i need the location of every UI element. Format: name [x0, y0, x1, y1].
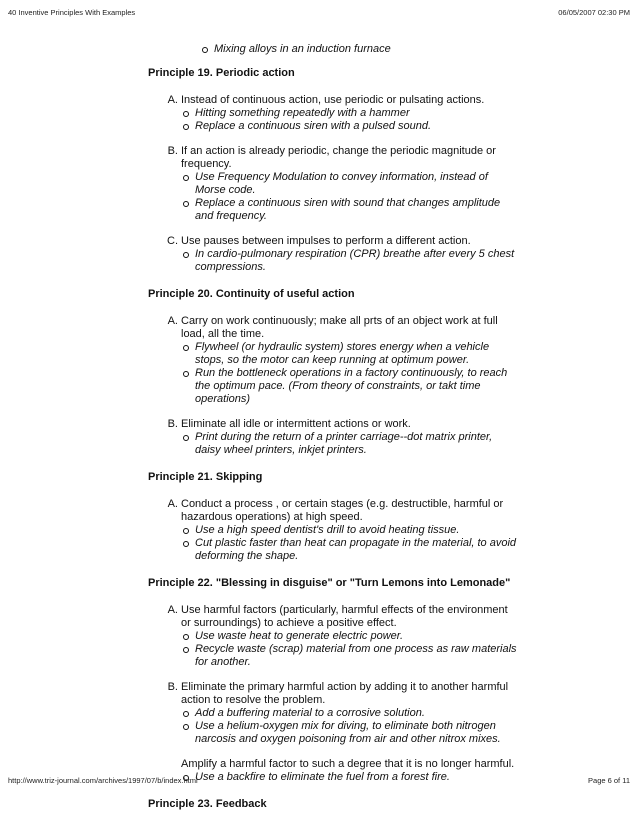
- example-text: Cut plastic faster than heat can propagate in the material, to avoid deforming the shape.: [195, 537, 517, 562]
- example-item: [181, 524, 518, 537]
- item-marker: A.: [167, 604, 178, 616]
- print-header-datetime: 06/05/2007 02:30 PM: [558, 8, 630, 17]
- example-text: Replace a continuous siren with sound that changes amplitude and frequency.: [195, 197, 501, 222]
- principle-item: [148, 145, 518, 223]
- principle-item: [148, 681, 518, 746]
- item-text: Amplify a harmful factor to such a degree that it is no longer harmful.: [181, 758, 515, 770]
- circle-bullet-icon: [183, 201, 189, 207]
- circle-bullet-icon: [183, 541, 189, 547]
- example-list: [148, 171, 518, 223]
- example-item: [181, 707, 518, 720]
- item-text: Carry on work continuously; make all prts of an object work at full load, all the time.: [181, 315, 498, 340]
- principle-item: [148, 418, 518, 457]
- principle-heading: Principle 20. Continuity of useful action: [148, 288, 355, 300]
- principle-item: [148, 758, 518, 784]
- example-list: [148, 431, 518, 457]
- item-marker: B.: [167, 145, 178, 157]
- example-list: [148, 630, 518, 669]
- circle-bullet-icon: [183, 528, 189, 534]
- example-text: Hitting something repeatedly with a hammer: [195, 107, 410, 119]
- circle-bullet-icon: [202, 47, 208, 53]
- circle-bullet-icon: [183, 175, 189, 181]
- example-list: [148, 107, 518, 133]
- circle-bullet-icon: [183, 647, 189, 653]
- example-item: [181, 248, 518, 274]
- principle-item: [148, 498, 518, 563]
- principle-item: [148, 604, 518, 669]
- example-text: Add a buffering material to a corrosive solution.: [195, 707, 425, 719]
- principle-heading: Principle 19. Periodic action: [148, 67, 295, 79]
- principle-item-list: [148, 315, 518, 457]
- circle-bullet-icon: [183, 371, 189, 377]
- item-marker: A.: [167, 315, 178, 327]
- item-marker: B.: [167, 418, 178, 430]
- document-body: [148, 67, 518, 825]
- carryover-example-list: [200, 43, 520, 56]
- example-item: [181, 643, 518, 669]
- example-list: [148, 707, 518, 746]
- example-text: In cardio-pulmonary respiration (CPR) breathe after every 5 chest compressions.: [195, 248, 515, 273]
- principle-item-list: [148, 604, 518, 784]
- circle-bullet-icon: [183, 711, 189, 717]
- item-marker: A.: [167, 498, 178, 510]
- principle-item: [148, 94, 518, 133]
- principle-item-list: [148, 498, 518, 563]
- print-footer-url: http://www.triz-journal.com/archives/1997/07/b/index.html: [8, 776, 198, 785]
- item-text: Eliminate all idle or intermittent actions or work.: [181, 418, 411, 430]
- example-item: [181, 107, 518, 120]
- item-marker: B.: [167, 681, 178, 693]
- circle-bullet-icon: [183, 345, 189, 351]
- item-text: Conduct a process , or certain stages (e.g. destructible, harmful or hazardous operations) at high speed.: [181, 498, 504, 523]
- example-item: [181, 771, 518, 784]
- example-item: [181, 537, 518, 563]
- example-text: Flywheel (or hydraulic system) stores energy when a vehicle stops, so the motor can keep running at optimum power.: [195, 341, 490, 366]
- print-footer-page: Page 6 of 11: [588, 776, 630, 785]
- example-list: [148, 341, 518, 406]
- circle-bullet-icon: [183, 124, 189, 130]
- example-list: [148, 771, 518, 784]
- example-item: [181, 367, 518, 406]
- principle-item-list: [148, 94, 518, 274]
- example-list: [148, 524, 518, 563]
- circle-bullet-icon: [183, 435, 189, 441]
- example-item: [181, 720, 518, 746]
- item-text: If an action is already periodic, change the periodic magnitude or frequency.: [181, 145, 496, 170]
- print-header-title: 40 Inventive Principles With Examples: [8, 8, 136, 17]
- example-item: [181, 630, 518, 643]
- example-item: [181, 197, 518, 223]
- example-item: [181, 431, 518, 457]
- example-text: Use a helium-oxygen mix for diving, to eliminate both nitrogen narcosis and oxygen poisoning from air and other nitrox mixes.: [195, 720, 501, 745]
- example-text: Use a high speed dentist's drill to avoid heating tissue.: [195, 524, 460, 536]
- principle-item: [148, 235, 518, 274]
- circle-bullet-icon: [183, 724, 189, 730]
- item-marker: A.: [167, 94, 178, 106]
- example-item: [200, 43, 520, 56]
- circle-bullet-icon: [183, 634, 189, 640]
- example-text: Recycle waste (scrap) material from one process as raw materials for another.: [195, 643, 517, 668]
- example-text: Use a backfire to eliminate the fuel from a forest fire.: [195, 771, 450, 783]
- example-item: [181, 341, 518, 367]
- circle-bullet-icon: [183, 111, 189, 117]
- example-text: Use Frequency Modulation to convey information, instead of Morse code.: [195, 171, 488, 196]
- principle-heading: Principle 23. Feedback: [148, 798, 267, 810]
- example-text: Run the bottleneck operations in a factory continuously, to reach the optimum pace. (From theory of constraints, or takt time operations): [195, 367, 508, 405]
- item-text: Instead of continuous action, use periodic or pulsating actions.: [181, 94, 485, 106]
- example-item: [181, 171, 518, 197]
- item-marker: C.: [167, 235, 178, 247]
- item-text: Eliminate the primary harmful action by adding it to another harmful action to resolve the problem.: [181, 681, 509, 706]
- example-text: Print during the return of a printer carriage--dot matrix printer, daisy wheel printers, inkjet printers.: [195, 431, 493, 456]
- example-text: Mixing alloys in an induction furnace: [214, 43, 391, 55]
- principle-heading: Principle 21. Skipping: [148, 471, 263, 483]
- example-item: [181, 120, 518, 133]
- item-text: Use pauses between impulses to perform a different action.: [181, 235, 471, 247]
- item-text: Use harmful factors (particularly, harmful effects of the environment or surroundings) to achieve a positive effect.: [181, 604, 508, 629]
- circle-bullet-icon: [183, 252, 189, 258]
- principle-item: [148, 315, 518, 406]
- principle-heading: Principle 22. "Blessing in disguise" or "Turn Lemons into Lemonade": [148, 577, 511, 589]
- example-text: Use waste heat to generate electric power.: [195, 630, 404, 642]
- example-text: Replace a continuous siren with a pulsed sound.: [195, 120, 432, 132]
- example-list: [148, 248, 518, 274]
